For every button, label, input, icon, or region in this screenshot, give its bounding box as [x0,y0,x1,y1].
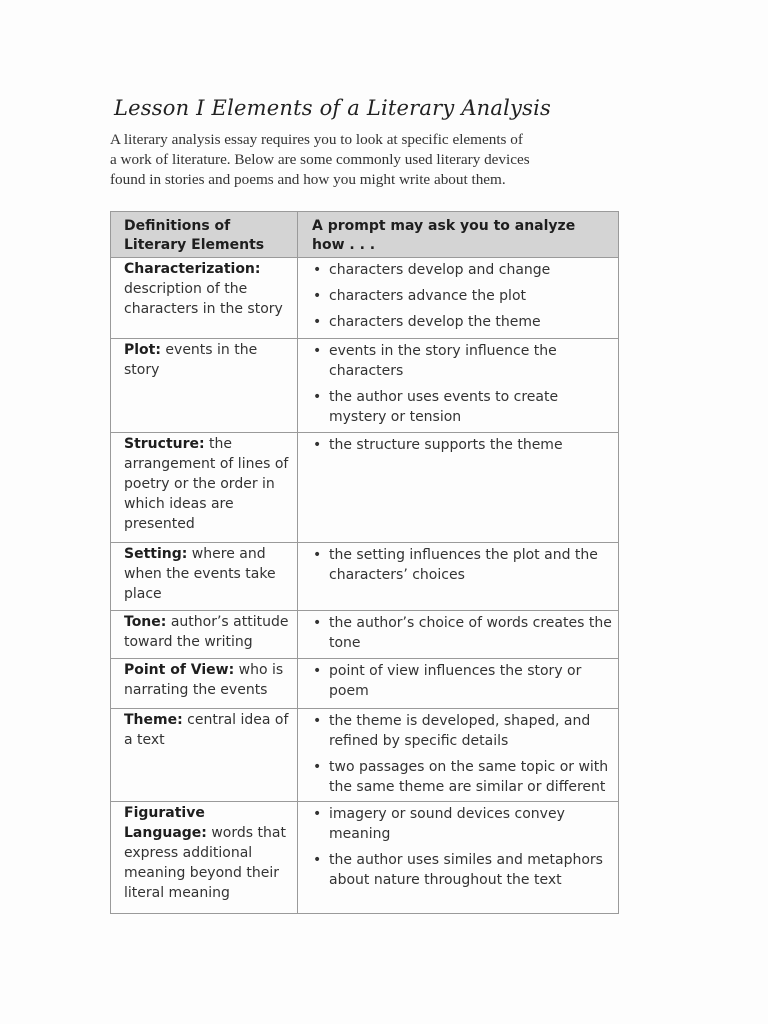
table-header-row [111,212,619,258]
prompt-item: • two passages on the same topic or with the same theme are similar or different [312,757,614,797]
prompt-item: • the author uses similes and metaphors about nature throughout the text [312,850,614,890]
prompt-item: • the setting influences the plot and the characters’ choices [312,545,614,585]
prompt-list [298,611,618,657]
definition-cell [111,543,298,611]
prompt-list [298,543,618,589]
prompt-cell [298,659,619,709]
prompt-list [298,659,618,705]
element-term: Setting: [124,546,188,562]
prompt-item: • characters advance the plot [312,286,614,306]
intro-line: found in stories and poems and how you might write about them. [110,171,506,188]
prompt-item: • the theme is developed, shaped, and refined by specific details [312,711,614,751]
prompt-cell [298,339,619,433]
definition-cell [111,709,298,802]
page-title: Lesson I Elements of a Literary Analysis [114,96,551,120]
table-row [111,339,619,433]
table-row [111,433,619,543]
prompt-item: • the author’s choice of words creates the tone [312,613,614,653]
literary-elements-table [110,211,619,914]
prompt-item: • the structure supports the theme [312,435,614,455]
element-definition: words that express additional meaning beyond their literal meaning [124,825,286,901]
prompt-cell [298,543,619,611]
definition-cell [111,802,298,914]
prompt-list [298,258,618,336]
header-definitions: Definitions of Literary Elements [111,212,298,258]
prompt-item: • point of view influences the story or poem [312,661,614,701]
definition-cell [111,339,298,433]
element-term: Tone: [124,614,167,630]
intro-paragraph [110,130,610,190]
prompt-item: • the author uses events to create mystery or tension [312,387,614,427]
intro-line: A literary analysis essay requires you to look at specific elements of [110,131,523,148]
prompt-item: • characters develop the theme [312,312,614,332]
definition-cell [111,433,298,543]
prompt-item: • imagery or sound devices convey meaning [312,804,614,844]
table-row [111,709,619,802]
prompt-list [298,709,618,801]
prompt-list [298,433,618,459]
element-definition: description of the characters in the story [124,281,283,317]
element-term: Point of View: [124,662,235,678]
element-definition: central idea of a text [124,712,289,748]
element-term: Characterization: [124,261,261,277]
prompt-cell [298,611,619,659]
element-term: Figurative Language: [124,805,207,841]
table-row [111,543,619,611]
header-prompt: A prompt may ask you to analyze how . . . [298,212,619,258]
table-row [111,659,619,709]
prompt-cell [298,709,619,802]
element-term: Plot: [124,342,161,358]
element-definition: events in the story [124,342,258,378]
element-definition: where and when the events take place [124,546,276,602]
prompt-item: • characters develop and change [312,260,614,280]
table-row [111,258,619,339]
definition-cell [111,611,298,659]
definition-cell [111,659,298,709]
prompt-list [298,339,618,431]
element-definition: author’s attitude toward the writing [124,614,289,650]
prompt-cell [298,258,619,339]
table-row [111,611,619,659]
element-term: Theme: [124,712,183,728]
prompt-item: • events in the story influence the characters [312,341,614,381]
element-definition: who is narrating the events [124,662,284,698]
prompt-cell [298,433,619,543]
definition-cell [111,258,298,339]
prompt-cell [298,802,619,914]
prompt-list [298,802,618,894]
element-term: Structure: [124,436,205,452]
table-row [111,802,619,914]
intro-line: a work of literature. Below are some commonly used literary devices [110,151,530,168]
element-definition: the arrangement of lines of poetry or the order in which ideas are presented [124,436,289,532]
